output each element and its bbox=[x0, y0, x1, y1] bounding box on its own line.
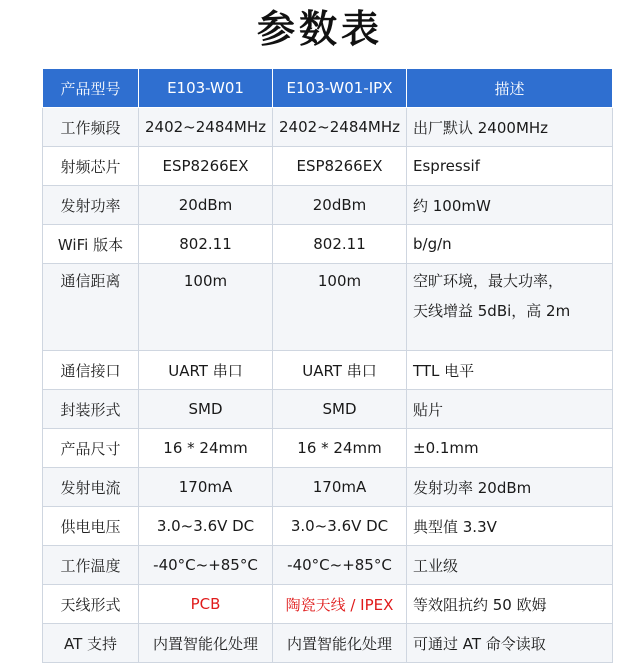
header-cell: E103-W01-IPX bbox=[273, 69, 407, 108]
table-row bbox=[43, 585, 613, 624]
value-e103-w01: 802.11 bbox=[139, 225, 273, 264]
description-line: ±0.1mm bbox=[413, 439, 479, 457]
param-label: WiFi 版本 bbox=[43, 225, 139, 264]
value-e103-w01: -40°C~+85°C bbox=[139, 546, 273, 585]
description-cell bbox=[407, 225, 613, 264]
value-e103-w01-ipx: SMD bbox=[273, 390, 407, 429]
header-cell: E103-W01 bbox=[139, 69, 273, 108]
description-cell bbox=[407, 468, 613, 507]
description-line: 空旷环境，最大功率， bbox=[413, 272, 564, 290]
param-label: 供电电压 bbox=[43, 507, 139, 546]
table-row bbox=[43, 351, 613, 390]
value-e103-w01-ipx: 内置智能化处理 bbox=[273, 624, 407, 663]
param-label: 封装形式 bbox=[43, 390, 139, 429]
value-e103-w01-ipx: 20dBm bbox=[273, 186, 407, 225]
table-row bbox=[43, 624, 613, 663]
description-cell bbox=[407, 429, 613, 468]
description-line: 贴片 bbox=[413, 400, 444, 419]
param-label: 通信接口 bbox=[43, 351, 139, 390]
value-e103-w01-ipx: 2402~2484MHz bbox=[273, 108, 407, 147]
value-e103-w01: ESP8266EX bbox=[139, 147, 273, 186]
param-label: 射频芯片 bbox=[43, 147, 139, 186]
value-e103-w01-ipx: 170mA bbox=[273, 468, 407, 507]
description-line: 等效阻抗约 50 欧姆 bbox=[413, 595, 547, 614]
value-e103-w01-ipx: 100m bbox=[273, 264, 407, 351]
table-body bbox=[43, 108, 613, 663]
table-header-row bbox=[43, 69, 613, 108]
description-line: 发射功率 20dBm bbox=[413, 478, 532, 497]
table-row bbox=[43, 546, 613, 585]
value-e103-w01-ipx: ESP8266EX bbox=[273, 147, 407, 186]
value-e103-w01: 3.0~3.6V DC bbox=[139, 507, 273, 546]
description-line: TTL 电平 bbox=[413, 361, 475, 380]
header-cell: 产品型号 bbox=[43, 69, 139, 108]
description-line: 工业级 bbox=[413, 556, 459, 575]
value-e103-w01-ipx: 陶瓷天线 / IPEX bbox=[273, 585, 407, 624]
table-row bbox=[43, 507, 613, 546]
description-cell bbox=[407, 351, 613, 390]
page-title: 参数表 bbox=[256, 7, 383, 51]
description-cell bbox=[407, 585, 613, 624]
value-e103-w01-ipx: 3.0~3.6V DC bbox=[273, 507, 407, 546]
value-e103-w01: SMD bbox=[139, 390, 273, 429]
description-cell bbox=[407, 147, 613, 186]
description-line: 天线增益 5dBi，高 2m bbox=[413, 302, 571, 320]
table-row bbox=[43, 429, 613, 468]
param-label: 工作频段 bbox=[43, 108, 139, 147]
description-cell bbox=[407, 186, 613, 225]
table-row bbox=[43, 468, 613, 507]
header-cell: 描述 bbox=[407, 69, 613, 108]
table-row bbox=[43, 264, 613, 351]
description-line: 可通过 AT 命令读取 bbox=[413, 634, 546, 653]
value-e103-w01: PCB bbox=[139, 585, 273, 624]
value-e103-w01: 100m bbox=[139, 264, 273, 351]
value-e103-w01: 2402~2484MHz bbox=[139, 108, 273, 147]
description-cell bbox=[407, 624, 613, 663]
spec-table bbox=[42, 68, 613, 663]
table-row bbox=[43, 108, 613, 147]
param-label: AT 支持 bbox=[43, 624, 139, 663]
value-e103-w01: 内置智能化处理 bbox=[139, 624, 273, 663]
value-e103-w01: 170mA bbox=[139, 468, 273, 507]
value-e103-w01: 20dBm bbox=[139, 186, 273, 225]
param-label: 发射电流 bbox=[43, 468, 139, 507]
description-cell bbox=[407, 546, 613, 585]
param-label: 工作温度 bbox=[43, 546, 139, 585]
param-label: 发射功率 bbox=[43, 186, 139, 225]
table-row bbox=[43, 147, 613, 186]
param-label: 产品尺寸 bbox=[43, 429, 139, 468]
description-line: 出厂默认 2400MHz bbox=[413, 118, 549, 137]
description-cell bbox=[407, 390, 613, 429]
description-cell bbox=[407, 507, 613, 546]
value-e103-w01: 16 * 24mm bbox=[139, 429, 273, 468]
value-e103-w01: UART 串口 bbox=[139, 351, 273, 390]
table-row bbox=[43, 390, 613, 429]
description-line: 约 100mW bbox=[413, 196, 491, 215]
description-cell bbox=[407, 264, 613, 351]
value-e103-w01-ipx: -40°C~+85°C bbox=[273, 546, 407, 585]
description-line: 典型值 3.3V bbox=[413, 517, 497, 536]
value-e103-w01-ipx: 16 * 24mm bbox=[273, 429, 407, 468]
value-e103-w01-ipx: 802.11 bbox=[273, 225, 407, 264]
param-label: 天线形式 bbox=[43, 585, 139, 624]
description-line: b/g/n bbox=[413, 235, 452, 253]
table-row bbox=[43, 225, 613, 264]
value-e103-w01-ipx: UART 串口 bbox=[273, 351, 407, 390]
param-label: 通信距离 bbox=[43, 264, 139, 351]
description-line: Espressif bbox=[413, 157, 480, 175]
description-cell bbox=[407, 108, 613, 147]
table-row bbox=[43, 186, 613, 225]
